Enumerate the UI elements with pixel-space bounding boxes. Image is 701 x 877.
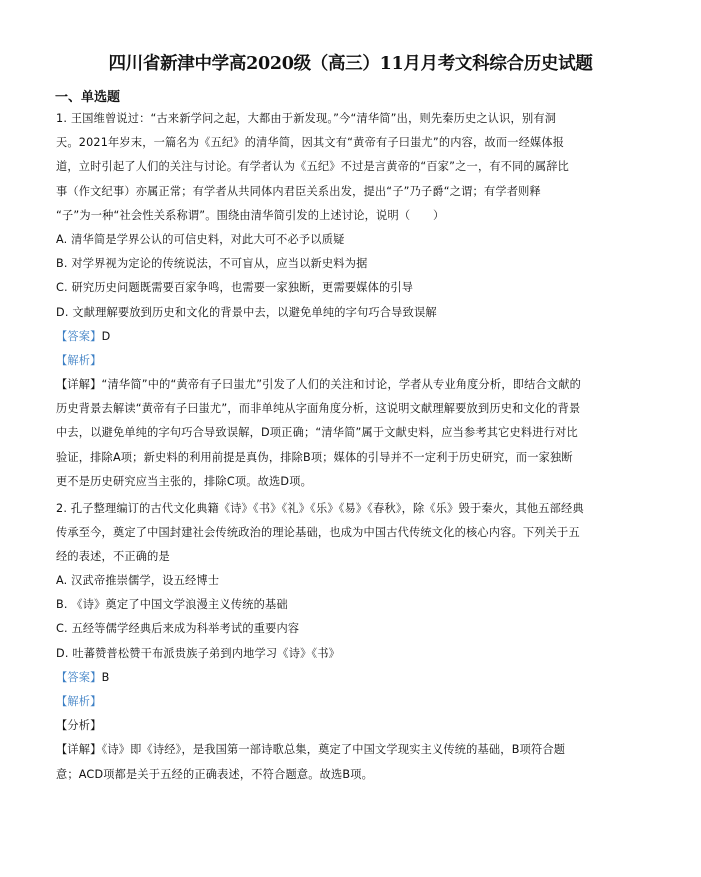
detail-line: 【详解】“清华简”中的“黄帝有子曰蚩尤”引发了人们的关注和讨论，学者从专业角度分析，即结合文献的 (56, 378, 582, 392)
answer-label: 【答案】 (56, 329, 102, 343)
question-1 (56, 107, 596, 494)
option-b: B. 对学界视为定论的传统说法，不可盲从，应当以新史料为据 (56, 257, 368, 271)
answer-value: B (101, 670, 110, 684)
analysis-label: 【解析】 (56, 695, 102, 708)
option-b: B. 《诗》奠定了中国文学浪漫主义传统的基础 (56, 598, 288, 612)
option-a: A. 汉武帝推崇儒学，设五经博士 (56, 574, 220, 588)
option-c: C. 五经等儒学经典后来成为科举考试的重要内容 (56, 622, 300, 636)
option-d: D. 文献理解要放到历史和文化的背景中去，以避免单纯的字句巧合导致误解 (56, 305, 437, 319)
detail-line: 更不是历史研究应当主张的，排除C项。故选D项。 (56, 474, 312, 488)
answer-label: 【答案】 (56, 670, 102, 684)
analysis-label: 【解析】 (56, 353, 102, 367)
question-stem-line: 道，立时引起了人们的关注与讨论。有学者认为《五纪》不过是言黄帝的“百家”之一，有不同的属辞比 (56, 160, 570, 174)
option-c: C. 研究历史问题既需要百家争鸣，也需要一家独断，更需要媒体的引导 (56, 281, 414, 295)
answer-line (56, 666, 596, 690)
answer-value: D (101, 329, 111, 343)
sub-analysis-label: 【分析】 (56, 719, 102, 733)
question-stem-line: 经的表述，不正确的是 (56, 549, 170, 563)
document-title: 四川省新津中学高2020级（高三）11月月考文科综合历史试题 (108, 54, 593, 74)
section-heading: 一、单选题 (55, 90, 121, 105)
detail-line: 中去，以避免单纯的字句巧合导致误解，D项正确；“清华简”属于文献史料，应当参考其它史料进行对比 (56, 426, 578, 440)
detail-line: 历史背景去解读“黄帝有子曰蚩尤”，而非单纯从字面角度分析，这说明文献理解要放到历史和文化的背景 (56, 402, 581, 416)
detail-line: 验证，排除A项；新史料的利用前提是真伪，排除B项；媒体的引导并不一定利于历史研究，而一家独断 (56, 450, 573, 464)
option-d: D. 吐蕃赞普松赞干布派贵族子弟到内地学习《诗》《书》 (56, 646, 341, 660)
question-stem-line: 事（作文纪事）亦属正常；有学者从共同体内君臣关系出发，提出“子”乃子爵“之谓；有学者则释 (56, 184, 541, 198)
answer-line (56, 325, 596, 349)
question-stem-line: “子”为一种“社会性关系称谓”。围绕由清华简引发的上述讨论，说明（ ） (56, 208, 445, 222)
detail-line: 意；ACD项都是关于五经的正确表述，不符合题意。故选B项。 (56, 767, 374, 781)
option-a: A. 清华简是学界公认的可信史料，对此大可不必予以质疑 (56, 232, 345, 246)
question-2 (56, 497, 596, 787)
question-stem-line: 天。2021年岁末，一篇名为《五纪》的清华简，因其文有“黄帝有子曰蚩尤”的内容，故而一经媒体报 (56, 136, 565, 150)
detail-line: 【详解】《诗》即《诗经》，是我国第一部诗歌总集，奠定了中国文学现实主义传统的基础，B项符合题 (56, 743, 566, 757)
question-stem-line: 2. 孔子整理编订的古代文化典籍《诗》《书》《礼》《乐》《易》《春秋》，除《乐》毁于秦火，其他五部经典 (56, 501, 584, 515)
question-stem-line: 1. 王国维曾说过：“古来新学问之起，大都由于新发现。”今“清华简”出，则先秦历史之认识，别有洞 (56, 112, 557, 125)
document-body (56, 107, 596, 787)
question-stem-line: 传承至今，奠定了中国封建社会传统政治的理论基础，也成为中国古代传统文化的核心内容。下列关于五 (56, 525, 580, 539)
